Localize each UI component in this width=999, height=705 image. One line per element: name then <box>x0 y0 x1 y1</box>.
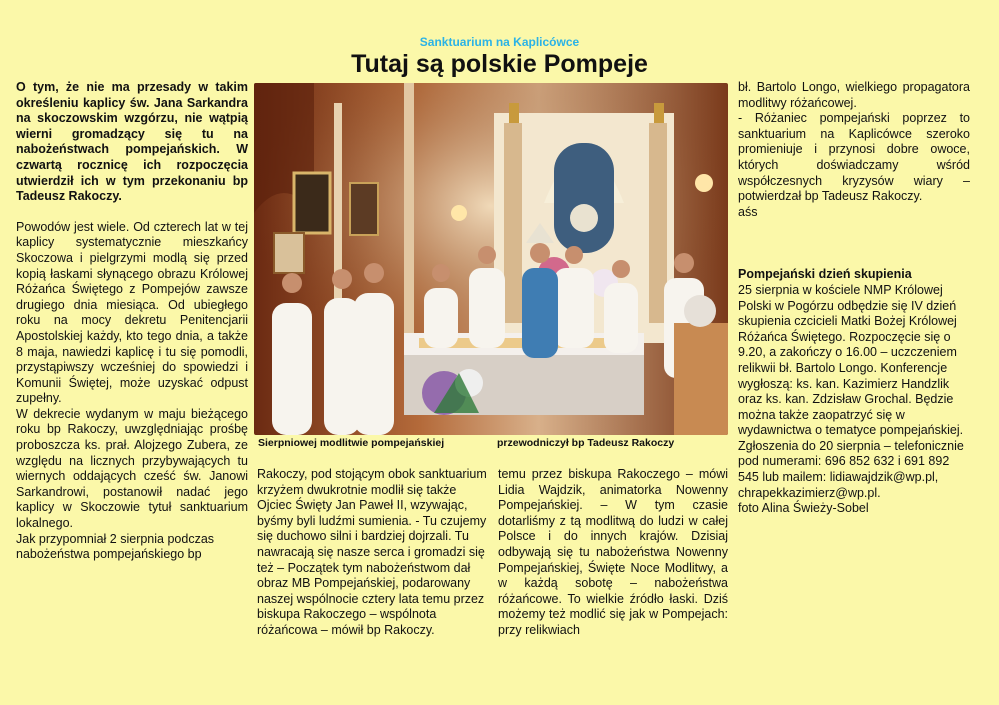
paragraph: Rakoczy, pod stojącym obok sanktuarium krzyżem dwukrotnie modlił się także Ojciec Święty Jan Paweł II, wzywając, byśmy byli ludźmi sumienia. - Tu czujemy się duchowo silni i bardziej dojrzali. Tu nawracają się nasze serca i gromadzi się też – Początek tym nabożeństwom dał obraz MB Pompejańskiej, podarowany naszej wspólnocie cztery lata temu przez biskupa Rakoczego – wspólnota różańcowa – mówił bp Rakoczy. <box>257 467 487 637</box>
photo-caption-left: Sierpniowej modlitwie pompejańskiej <box>258 437 445 449</box>
column-4 <box>738 80 970 517</box>
signature: aśs <box>738 204 758 219</box>
church-photo <box>254 83 728 435</box>
photo-caption-right: przewodniczył bp Tadeusz Rakoczy <box>497 437 675 449</box>
paragraph: Powodów jest wiele. Od czterech lat w tej kaplicy systematycznie mieszkańcy Skoczowa i pielgrzymi modlą się przed kopią łaskami słynącego obrazu Królowej Różańca Świętego z Pompejów zawsze drugiego dnia miesiąca. Od ubiegłego roku na mocy dekretu Penitencjarii Apostolskiej każdy, kto tego dnia, a także 8 maja, nawiedzi kaplicę i tu się pomodli, przystąpiwszy wcześniej do spowiedzi i Komunii Świętej, może uzyskać odpust zupełny. <box>16 219 248 406</box>
photo-credit: foto Alina Świeży-Sobel <box>738 501 869 516</box>
column-2 <box>257 467 489 639</box>
paragraph: 25 sierpnia w kościele NMP Królowej Polski w Pogórzu odbędzie się IV dzień skupienia czcicieli Matki Bożej Królowej Różańca Świętego. Rozpoczęcie się o 9.20, a zakończy o 16.00 – uczczeniem relikwii bł. Bartolo Longo. Konferencje wygłoszą: ks. kan. Kazimierz Handzlik oraz ks. kan. Zdzisław Grochal. Będzie można także zaopatrzyć się w wydawnictwa o tematyce pompejańskiej. Zgłoszenia do 20 sierpnia – telefonicznie pod numerami: 696 852 632 i 691 892 545 lub mailem: lidiawajdzik@wp.pl, chrapekkazimierz@wp.pl. <box>738 282 964 500</box>
subheading: Pompejański dzień skupienia <box>738 267 912 282</box>
article-headline: Tutaj są polskie Pompeje <box>351 50 648 78</box>
column-3 <box>498 467 728 639</box>
paragraph: bł. Bartolo Longo, wielkiego propagatora modlitwy różańcowej. <box>738 80 970 110</box>
paragraph: Jak przypomniał 2 sierpnia podczas nabożeństwa pompejańskiego bp <box>16 531 215 562</box>
article-lead: O tym, że nie ma przesady w takim określeniu kaplicy św. Jana Sarkandra na skoczowskim wzgórzu, nie wątpią wierni gromadzący się tu na nabożeństwach pompejańskich. W czwartą rocznicę ich rozpoczęcia utwierdził ich w tym przekonaniu bp Tadeusz Rakoczy. <box>16 80 248 204</box>
column-1 <box>16 80 248 563</box>
paragraph: temu przez biskupa Rakoczego – mówi Lidia Wajdzik, animatorka Nowenny Pompejańskiej. – W tym czasie dotarliśmy z tą modlitwą do ludzi w całej Polsce i do innych krajów. Dzisiaj odbywają się tu nabożeństwa Nowenny Pompejańskiej, Święte Noce Modlitwy, a w każdą sobotę – nabożeństwa różańcowe. To wielkie źródło łaski. Dziś możemy też modlić się jak w Pompejach: przy relikwiach <box>498 467 728 637</box>
paragraph: W dekrecie wydanym w maju bieżącego roku bp Rakoczy, uwzględniając prośbę proboszcza ks. prał. Alojzego Zubera, ze względu na licznych przybywających tu wiernych oddających cześć św. Janowi Sarkandrowi, postanowił nadać jego kaplicy w Skoczowie tytuł sanktuarium lokalnego. <box>16 406 248 531</box>
section-kicker: Sanktuarium na Kaplicówce <box>419 35 580 49</box>
paragraph: - Różaniec pompejański poprzez to sanktuarium na Kaplicówce szeroko promieniuje i przynosi dobre owoce, których doświadczamy wśród współczesnych kryzysów wiary – potwierdzał bp Tadeusz Rakoczy. <box>738 111 970 204</box>
